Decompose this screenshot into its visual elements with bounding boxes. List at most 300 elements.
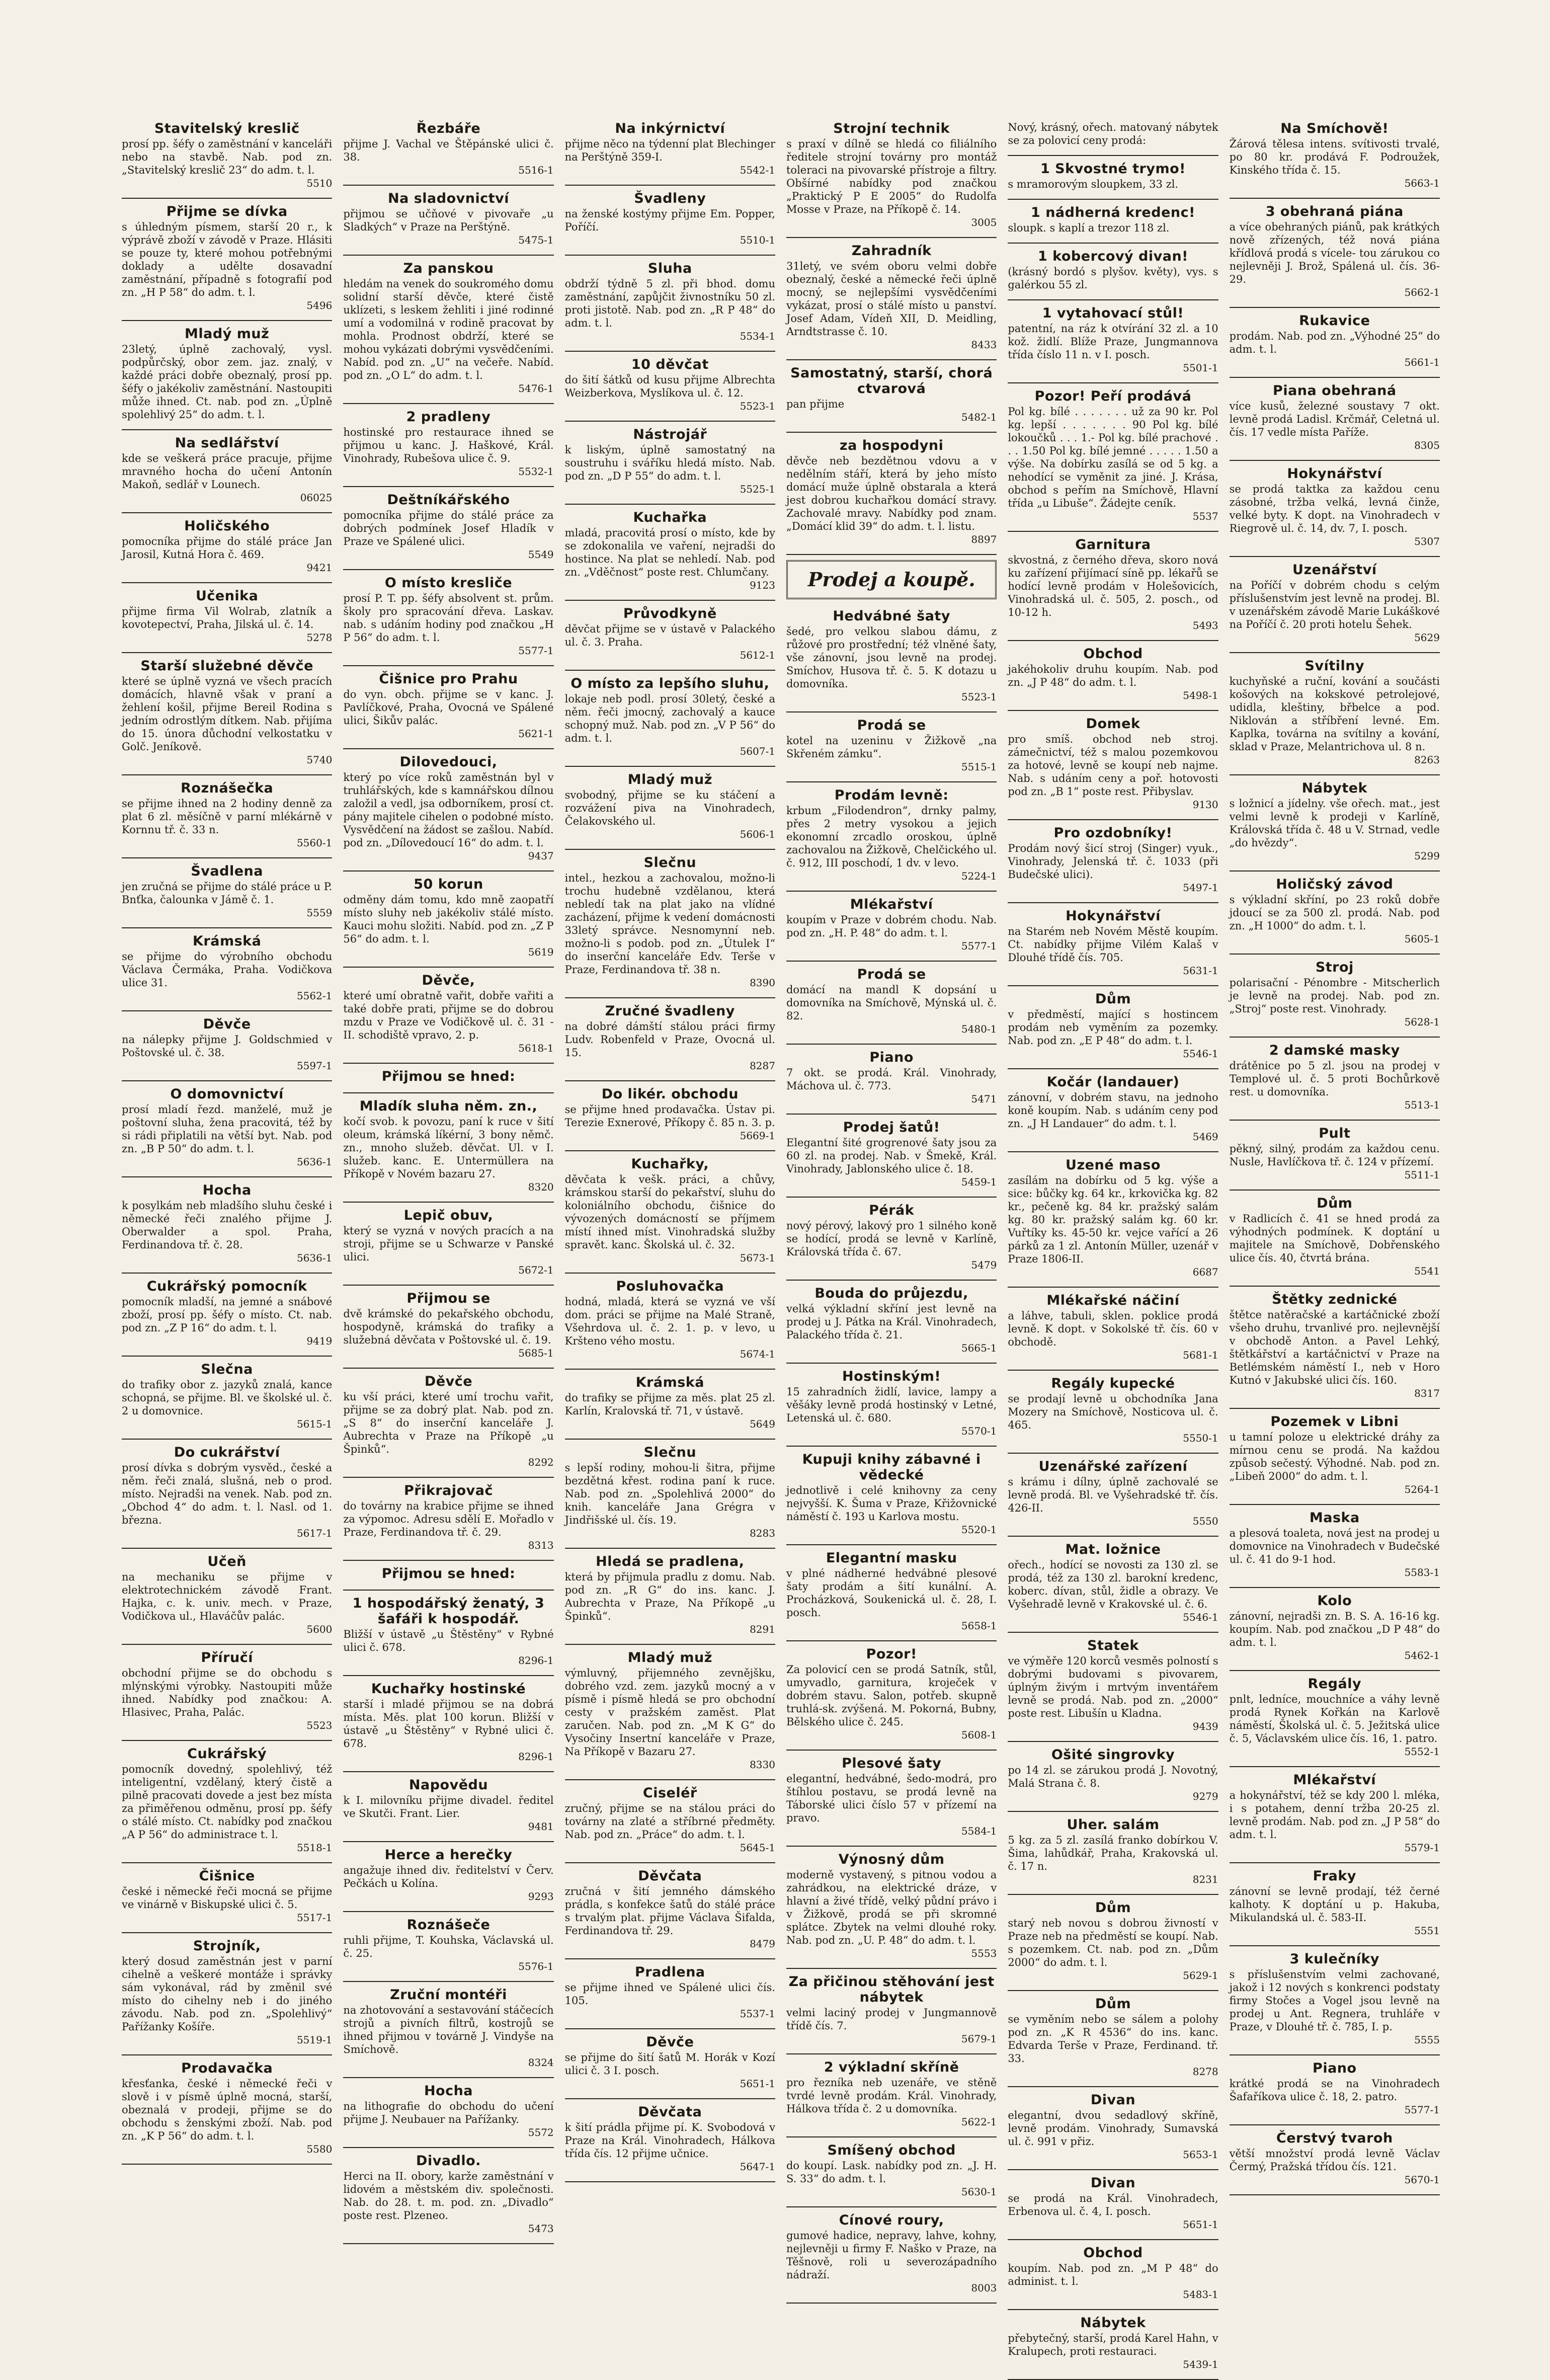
classified-ad — [786, 1203, 997, 1272]
ad-body: sloupk. s kaplí a trezor 118 zl. — [1008, 222, 1170, 234]
ad-body: k liským, úplně samostatný na soustruhu i sváříku hledá místo. Nab. pod zn. „D P 55“ do adm. t. l. — [564, 444, 775, 482]
ad-code: 5542-1 — [740, 164, 775, 176]
classified-ad — [565, 1554, 775, 1636]
ad-divider — [122, 582, 332, 583]
ad-body: jen zručná se přijme do stálé práce u P. Bnťka, čalounka v Jámě č. 1. — [122, 881, 333, 906]
ad-code: 06025 — [300, 492, 333, 504]
ad-body: pomocník mladší, na jemné a snábové zboží, prosí pp. šéfy o místo. Ct. nab. pod zn. „Z P 16“ do adm. t. l. — [122, 1296, 333, 1334]
ad-divider — [565, 1862, 775, 1863]
ad-code: 5483-1 — [1183, 2288, 1218, 2300]
ad-code: 5518-1 — [296, 1842, 333, 1854]
ad-title: O domovnictví — [170, 1086, 284, 1102]
ad-code: 9130 — [1192, 799, 1218, 811]
ad-code: 9481 — [528, 1820, 554, 1833]
ad-body: v předměstí, mající s hostincem prodám neb vyměním za pozemky. Nab. pod zn. „E P 48“ do adm. t. l. — [1008, 1008, 1218, 1047]
ad-divider — [1008, 985, 1218, 986]
ad-code: 5553 — [971, 1947, 997, 1959]
ad-body: s mramorovým sloupkem, 33 zl. — [1008, 178, 1179, 190]
ad-code: 5619 — [528, 946, 554, 958]
ad-body: štětce natěračské a kartáčnické zboží všeho druhu, trvanlivé pro. nejlevnější v obchodě Anton. a Pavel Lehký, štětkářství a kartáčnictví v Praze na Betlémském náměstí I., neb v Horo Kutnó v Jakubské ulici čís. 160. — [1229, 1309, 1440, 1386]
classified-ad — [565, 261, 775, 343]
ad-body: děvče neb bezdětnou vdovu a v nedělním stáří, která by jeho místo domácí muže úplně obstarala a která jest dobrou kuchařkou domácí stravy. Zachovalé mravy. Nabídky pod znam. „Domácí klid 39“ do adm. t. l. listu. — [786, 455, 997, 532]
ad-divider — [786, 1846, 997, 1847]
ad-title: Přikrajovač — [404, 1483, 493, 1498]
ad-divider — [786, 432, 997, 433]
ad-divider — [122, 2164, 332, 2165]
ad-divider — [1008, 1741, 1218, 1742]
ad-code: 5501-1 — [1183, 362, 1218, 374]
ad-divider — [565, 1369, 775, 1370]
ad-title: Fraky — [1313, 1868, 1356, 1884]
ad-divider — [122, 1740, 332, 1741]
ad-body: hledám na venek do soukromého domu solidní starší děvče, které čistě uklízeti, s leskem žehliti i jiné rodinné umí a vodomilná v rodině pracovat by mohla. Prodnost obdrží, které se mohou vykázati dobrými vysvědčeními. Nabíd. pod zn. „U“ na večeře. Nabíd. pod zn. „O L“ do adm. t. l. — [343, 278, 554, 381]
ad-body: dvě krámské do pekařského obchodu, hospodyně, krámská do trafiky a služebná děvčata v Poštovské ul. č. 19. — [343, 1308, 554, 1346]
ad-title: Kuchařky, — [631, 1156, 709, 1172]
ad-code: 5628-1 — [1404, 1016, 1440, 1028]
ad-body: pro řezníka neb uzenáře, ve stěně tvrdé levně prodám. Král. Vinohrady, Hálkova třída č. 2 u domovníka. — [786, 2077, 997, 2115]
ad-divider — [565, 185, 775, 186]
classified-columns — [122, 121, 1440, 2370]
ad-title: Cínové roury, — [839, 2212, 944, 2228]
ad-divider — [786, 1544, 997, 1545]
ad-title: Mladý muž — [627, 1650, 712, 1665]
classified-ad — [565, 1003, 775, 1072]
ad-title: Dům — [1095, 1996, 1131, 2012]
ad-code: 8897 — [971, 533, 997, 545]
ad-divider — [1230, 1766, 1440, 1767]
classified-ad — [786, 243, 997, 351]
ad-body: zasílám na dobírku od 5 kg. výše a sice: bůčky kg. 64 kr., krkovička kg. 82 kr., pečeně kg. 84 kr. pražský salám kg. 80 kr. pražský salám kg. 60 kr. Vuřtíky ks. 45-50 kr. vejce vařící a 26 párků za 1 zl. Antonín Müller, uzenář v Praze 1806-II. — [1008, 1174, 1218, 1265]
ad-divider — [122, 1439, 332, 1440]
ad-divider — [565, 849, 775, 850]
ad-divider — [343, 486, 553, 487]
ad-divider — [343, 1202, 553, 1203]
ad-divider — [786, 1968, 997, 1969]
ad-code: 5583-1 — [1404, 1566, 1440, 1578]
ad-title: Pozemek v Libni — [1270, 1414, 1399, 1430]
ad-body: pěkný, silný, prodám za každou cenu. Nusle, Havlíčkova tř. č. 124 v přízemí. — [1229, 1143, 1440, 1168]
ad-title: Divan — [1090, 2175, 1136, 2191]
ad-body: Prodám nový šicí stroj (Singer) vyuk., Vinohrady, Jelenská tř. č. 1033 (při Budečské ulici). — [1008, 842, 1218, 881]
classified-ad — [343, 1069, 553, 1084]
column-2 — [343, 121, 554, 2235]
classified-ad — [1230, 1510, 1440, 1579]
ad-title: Nábytek — [1080, 2315, 1146, 2331]
ad-divider — [1230, 774, 1440, 775]
ad-title: Učenika — [195, 588, 259, 604]
ad-body: lokaje neb podl. prosí 30letý, české a něm. řeči jmocný, zachovalý a kauce schopný muž. Nab. pod zn. „V P 56“ do adm. t. l. — [564, 693, 775, 744]
ad-divider — [1230, 198, 1440, 199]
ad-body: Pol kg. bílé . . . . . . . už za 90 kr. Pol kg. lepší . . . . . . . 90 Pol kg. bílé lokoučků . . . 1.- Pol kg. bílé prachové . . . 1.50 Pol kg. bílé jemné . . . . . 1.50 a výše. Na dobírku zasílá se od 5 kg. a nehodící se vyměnit za jiné. J. Krása, obchod s peřím na Smíchově, Hlavní třída „u Libuše“. Žádejte ceník. — [1008, 406, 1218, 509]
ad-code: 9421 — [306, 562, 333, 574]
ad-title: Hokynářství — [1287, 466, 1382, 482]
section-heading-box: Prodej a koupě. — [786, 560, 997, 599]
ad-body: se přijme ihned na 2 hodiny denně za plat 6 zl. měsíčně v parní mlékárně v Kornnu tř. č. 33 n. — [122, 798, 333, 836]
ad-body: prosí mladí řezd. manželé, muž je poštovní sluha, žena pracovitá, též by si rádi připlatili na větší byt. Nab. pod zn. „B P 50“ do adm. t. l. — [122, 1103, 333, 1155]
classified-ad — [1230, 1414, 1440, 1496]
ad-divider — [122, 198, 332, 199]
classified-ad — [1008, 1376, 1218, 1445]
ad-code: 6687 — [1192, 1266, 1218, 1278]
ad-code: 5645-1 — [740, 1842, 775, 1854]
ad-title: Piano — [1313, 2060, 1357, 2076]
ad-body: po 14 zl. se zárukou prodá J. Novotný, Malá Strana č. 8. — [1008, 1764, 1218, 1789]
ad-title: Dům — [1095, 991, 1131, 1007]
ad-body: která by přijmula pradlu z domu. Nab. pod zn. „R G“ do ins. kanc. J. Aubrechta v Praze, Na Příkopě „u Špinků“. — [564, 1571, 775, 1622]
classified-ad — [122, 435, 332, 504]
ad-body: ve výměře 120 korců vesměs polností s dobrými budovami s pivovarem, úplným živým i mrtvým inventářem levně se prodá. Nab. pod zn. „2000“ poste rest. Libušín u Kladna. — [1008, 1655, 1218, 1719]
ad-code: 5516-1 — [518, 164, 554, 176]
classified-ad — [1008, 1293, 1218, 1362]
ad-title: Piano — [869, 1050, 914, 1065]
ad-code: 5515-1 — [961, 761, 997, 773]
ad-title: Na Smíchově! — [1280, 121, 1389, 136]
ad-title: Prodavačka — [181, 2060, 273, 2076]
ad-divider — [1008, 1811, 1218, 1812]
ad-divider — [1230, 1862, 1440, 1863]
ad-title: Za panskou — [403, 261, 494, 276]
ad-divider — [343, 1590, 553, 1591]
ad-title: Bouda do průjezdu, — [814, 1286, 968, 1301]
ad-title: Krámská — [192, 933, 262, 949]
ad-title: O místo za lepšího sluhu, — [570, 676, 770, 691]
ad-body: se prodá taktka za každou cenu zásobné, tržba velká, levná činže, velké byty. K dopt. na Vinohradech v Riegrově ul. č. 14, dv. 7, I. posch. — [1229, 483, 1440, 534]
ad-code: 8278 — [1192, 2066, 1218, 2078]
ad-divider — [343, 1092, 553, 1093]
ad-divider — [122, 1080, 332, 1081]
classified-ad — [122, 1554, 332, 1636]
ad-body: do šití šátků od kusu přijme Albrechta Weizberkova, Myslíkova ul. č. 12. — [564, 374, 775, 399]
ad-divider — [1230, 2124, 1440, 2125]
ad-divider — [786, 2303, 997, 2304]
classified-ad — [122, 326, 332, 421]
classified-ad — [1008, 646, 1218, 702]
classified-ad — [1230, 1951, 1440, 2046]
ad-title: Na sedlářství — [175, 435, 279, 451]
ad-divider — [343, 2147, 553, 2148]
ad-title: Mlékařství — [850, 897, 933, 912]
ad-title: Zahradník — [851, 243, 932, 259]
ad-divider — [1230, 1587, 1440, 1588]
ad-body: hodná, mladá, která se vyzná ve vší dom. práci se přijme na Malé Straně, Všehrdova ul. č. 2. 1. p. v levo, u Kršteno vého mostu. — [564, 1296, 775, 1347]
ad-divider — [1230, 1120, 1440, 1121]
classified-ad — [1230, 1292, 1440, 1400]
ad-title: Garnitura — [1075, 537, 1151, 552]
ad-body: Za polovicí cen se prodá Satník, stůl, umyvadlo, garnitura, kroječek v dobrém stavu. Salon, potřeb. skupně truhlá-sk. zvýšená. M. Pokorná, Bubny, Bělského ulice č. 245. — [786, 1663, 997, 1728]
ad-divider — [1230, 307, 1440, 308]
classified-ad — [343, 261, 553, 395]
ad-body: mladá, pracovitá prosí o místo, kde by se zdokonalila ve vaření, nejradši do hostince. Na plat se nehledí. Nab. pod zn. „Vděčnost“ poste rest. Chlumčany. — [564, 527, 775, 578]
ad-code: 5482-1 — [961, 411, 997, 423]
ad-title: Děvče — [424, 1374, 473, 1389]
ad-code: 5740 — [306, 754, 333, 766]
ad-divider — [1008, 819, 1218, 820]
ad-code: 5672-1 — [518, 1264, 554, 1276]
ad-title: Čišnice — [199, 1868, 255, 1884]
ad-title: Do likér. obchodu — [601, 1086, 739, 1102]
ad-title: Do cukrářství — [174, 1445, 280, 1460]
ad-code: 5670-1 — [1404, 2174, 1440, 2186]
classified-ad — [565, 1964, 775, 2020]
classified-ad — [1008, 2175, 1218, 2231]
ad-code: 5534-1 — [740, 330, 775, 342]
ad-divider — [565, 1150, 775, 1151]
classified-ad — [565, 121, 775, 177]
classified-ad — [1230, 2060, 1440, 2116]
ad-body: na Starém neb Novém Městě koupím. Ct. nabídky přijme Vilém Kalaš v Dlouhé třídě čís. 705. — [1008, 925, 1218, 964]
ad-title: Děvčata — [638, 2104, 702, 2120]
ad-title: 2 pradleny — [406, 409, 491, 425]
ad-title: Hokynářství — [1066, 908, 1161, 924]
ad-divider — [565, 2098, 775, 2099]
ad-body: pomocník dovedný, spolehlivý, též inteligentní, vzdělaný, který čistě a pilně pracovati dovede a jest bez místa za přiměřenou odměnu, prosí pp. šéfy o stálé místo. Ct. nabídky pod značkou „A P 56“ do administrace t. l. — [122, 1763, 333, 1841]
ad-code: 5523-1 — [740, 400, 775, 412]
classified-ad — [1008, 908, 1218, 977]
ad-divider — [1008, 2169, 1218, 2170]
classified-ad — [343, 575, 553, 657]
ad-title: Prodá se — [857, 967, 926, 982]
ad-divider — [786, 1363, 997, 1364]
classified-ad — [565, 427, 775, 496]
ad-divider — [786, 1750, 997, 1751]
ad-divider — [1008, 1068, 1218, 1069]
ad-code: 5550-1 — [1183, 1432, 1218, 1444]
ad-body: kočí svob. k povozu, paní k ruce v šití oleum, krámská líkérní, 3 bony němč. zn., mnoho služeb. děvčat. Ul. v I. služeb. kanc. E. Untermüllera na Příkopě v Novém bazaru 27. — [343, 1116, 554, 1180]
ad-body: drátěnice po 5 zl. jsou na prodej v Templové ul. č. 5 proti Bochůrkově rest. u domovníka. — [1229, 1060, 1440, 1098]
ad-code: 9293 — [528, 1890, 554, 1902]
ad-body: k šití prádla přijme pí. K. Svobodová v Praze na Král. Vinohradech, Hálkova třída čís. 12 přijme učnice. — [564, 2121, 775, 2160]
ad-code: 5552-1 — [1404, 1746, 1440, 1758]
ad-title: 3 obehraná piána — [1265, 204, 1404, 219]
ad-divider — [1230, 1037, 1440, 1038]
ad-body: s lepší rodiny, mohou-li šitra, přijme bezdětná křest. rodina paní k ruce. Nab. pod zn. „Spolehlivá 2000“ do knih. kanceláře Jana Grégra v Jindřišské ul. čís. 19. — [564, 1462, 775, 1526]
ad-title: Sluha — [647, 261, 692, 276]
ad-code: 5519-1 — [296, 2034, 333, 2046]
column-4 — [786, 121, 997, 2294]
classified-ad — [786, 1756, 997, 1838]
ad-code: 5661-1 — [1404, 356, 1440, 368]
ad-body: zánovní, nejradši zn. B. S. A. 16-16 kg. koupím. Nab. pod značkou „D P 48“ do adm. t. l. — [1229, 1610, 1440, 1648]
ad-divider — [565, 351, 775, 352]
classified-ad — [343, 1291, 553, 1360]
ad-body: do továrny na krabice přijme se ihned za výpomoc. Adresu sdělí E. Mořadlo v Praze, Ferdinandova tř. č. 29. — [343, 1500, 554, 1538]
ad-body: které se úplně vyzná ve všech pracích domácích, hlavně však v praní a žehlení košil, přijme Bereil Rodina s jedním odrostlým dítkem. Nab. přijíma do 15. února důchodní velkostatku v Golč. Jeníkově. — [122, 675, 333, 753]
ad-title: Kuchařky hostinské — [371, 1681, 526, 1697]
ad-divider — [122, 857, 332, 858]
ad-title: Uzenářství — [1292, 562, 1377, 578]
classified-ad — [786, 608, 997, 703]
ad-divider — [786, 2053, 997, 2054]
ad-title: Roznášeče — [406, 1917, 491, 1933]
ad-code: 5497-1 — [1183, 882, 1218, 894]
ad-title: Krámská — [635, 1375, 704, 1390]
ad-code: 5579-1 — [1404, 1842, 1440, 1854]
ad-divider — [343, 1285, 553, 1286]
classified-ad — [343, 671, 553, 740]
ad-title: Prodá se — [857, 718, 926, 733]
ad-body: s úhledným písmem, starší 20 r., k výprávě zboží v závodě v Praze. Hlásiti se pouze ty, které mohou potřebnými doklady a udělte dosavadní zaměstnání, případně s fotografií pod zn. „H P 58“ do adm. t. l. — [122, 221, 333, 298]
ad-body: polarisační - Pénombre - Mitscherlich je levně na prodej. Nab. pod zn. „Stroj“ poste rest. Vinohrady. — [1229, 977, 1440, 1015]
ad-divider — [122, 927, 332, 928]
ad-divider — [1230, 2194, 1440, 2195]
ad-title: Prodej šatů! — [843, 1120, 940, 1135]
ad-title: Posluhovačka — [616, 1279, 724, 1294]
ad-divider — [565, 1548, 775, 1549]
ad-body: děvčata k vešk. práci, a chůvy, krámskou starší do pekařství, sluhu do koloniálního obchodu, čišnice do vývozených domácností se příjmem místí ihned míst. Vinohradská služby spravět. kanc. Školská ul. č. 32. — [564, 1173, 775, 1251]
ad-title: Regály kupecké — [1051, 1376, 1175, 1391]
classified-ad — [1008, 537, 1218, 632]
ad-divider — [1008, 382, 1218, 383]
ad-code: 5511-1 — [1404, 1169, 1440, 1181]
ad-title: Ciseléř — [642, 1785, 697, 1801]
ad-code: 5669-1 — [740, 1130, 775, 1142]
ad-title: Piana obehraná — [1273, 383, 1397, 399]
classified-ad — [786, 2212, 997, 2294]
ad-code: 8317 — [1414, 1387, 1440, 1399]
ad-body: velmi laciný prodej v Jungmannově třídě čís. 7. — [786, 2007, 997, 2032]
ad-title: Pro ozdobníky! — [1053, 825, 1173, 841]
ad-divider — [343, 185, 553, 186]
ad-code: 5674-1 — [740, 1348, 775, 1360]
ad-body: starý neb novou s dobrou živností v Praze neb na předměstí se koupí. Nab. s pozemkem. Ct. nab. pod zn. „Dům 2000“ do adm. t. l. — [1008, 1917, 1218, 1968]
ad-title: Mladík sluha něm. zn., — [359, 1098, 538, 1114]
ad-title: Za přičinou stěhování jest nábytek — [788, 1974, 995, 2005]
ad-divider — [122, 1932, 332, 1933]
ad-divider — [565, 600, 775, 601]
ad-code: 5480-1 — [961, 1023, 997, 1035]
ad-divider — [343, 1063, 553, 1064]
ad-code: 8313 — [528, 1539, 554, 1551]
ad-code: 5439-1 — [1183, 2358, 1218, 2370]
ad-code: 5658-1 — [961, 1620, 997, 1632]
ad-title: Dilovedouci, — [399, 754, 498, 770]
classified-ad — [786, 897, 997, 953]
classified-ad — [1008, 991, 1218, 1060]
ad-body: které umí obratně vařit, dobře vařiti a také dobře prati, přijme se do dobrou mzdu v Praze ve Vodičkově ul. č. 31 - II. schodiště vpravo, 2. p. — [343, 990, 554, 1041]
ad-divider — [786, 237, 997, 238]
classified-ad — [122, 588, 332, 644]
classified-ad — [786, 1550, 997, 1632]
ad-title: Stroj — [1315, 960, 1354, 975]
ad-title: Na sladovnictví — [388, 191, 509, 206]
ad-title: Švadleny — [634, 191, 706, 206]
ad-body: české i německé řeči mocná se přijme ve vinárně v Biskupské ulici č. 5. — [122, 1885, 333, 1911]
ad-body: a láhve, tabuli, sklen. poklice prodá levně. K dopt. v Sokolské tř. čís. 60 v obchodě. — [1008, 1310, 1218, 1348]
ad-body: se přijme do šití šatů M. Horák v Kozí ulici č. 3 I. posch. — [564, 2051, 775, 2077]
classified-ad — [1230, 1676, 1440, 1758]
ad-divider — [343, 2077, 553, 2078]
ad-code: 5673-1 — [740, 1252, 775, 1264]
ad-divider — [1008, 531, 1218, 532]
ad-divider — [1008, 902, 1218, 903]
classified-ad — [786, 1852, 997, 1960]
classified-ad — [786, 1050, 997, 1105]
ad-code: 5525-1 — [740, 483, 775, 495]
ad-title: Svítilny — [1304, 658, 1365, 674]
classified-ad — [565, 1445, 775, 1540]
ad-code: 9419 — [306, 1335, 333, 1347]
ad-code: 5513-1 — [1404, 1099, 1440, 1111]
ad-body: hostinské pro restaurace ihned se přijmou u kanc. J. Haškové, Král. Vinohrady, Rubešova ulice č. 9. — [343, 426, 554, 464]
ad-divider — [343, 1911, 553, 1912]
classified-ad — [122, 121, 332, 190]
ad-code: 5224-1 — [961, 870, 997, 882]
classified-ad — [1230, 1772, 1440, 1854]
classified-ad — [565, 1650, 775, 1771]
ad-body: který se vyzná v nových pracích a na stroji, přijme se u Schwarze v Panské ulici. — [343, 1225, 554, 1263]
ad-divider — [1230, 460, 1440, 461]
ad-title: Slečnu — [643, 1445, 697, 1460]
classified-ad — [122, 1868, 332, 1924]
classified-ad — [1008, 2315, 1218, 2371]
ad-code: 5577-1 — [961, 940, 997, 952]
ad-body: více kusů, železné soustavy 7 okt. levně prodá Ladisl. Krčmář, Celetná ul. čís. 17 vedle místa Paříže. — [1229, 400, 1440, 438]
ad-body: který dosud zaměstnán jest v parní cihelně a veškeré montáže i správky sám vykonával, rád by změnil své místo do cihelny neb i do jiného závodu. Nab. pod zn. „Spolehlivý“ Pařížanky Košíře. — [122, 1955, 333, 2033]
classified-ad — [122, 1650, 332, 1732]
ad-title: 1 Skvostné trymo! — [1040, 161, 1186, 177]
classified-ad — [1230, 1126, 1440, 1181]
ad-code: 5629 — [1414, 631, 1440, 644]
ad-divider — [122, 1176, 332, 1177]
ad-title: Slečna — [201, 1362, 253, 1377]
classified-ad — [565, 2104, 775, 2173]
classified-ad — [122, 1746, 332, 1854]
classified-ad — [1008, 1542, 1218, 1624]
ad-title: Řezbáře — [416, 121, 481, 136]
ad-body: koupím v Praze v dobrém chodu. Nab. pod zn. „H. P. 48“ do adm. t. l. — [786, 914, 997, 939]
ad-title: Regály — [1308, 1676, 1362, 1692]
ad-body: výmluvný, přijemného zevnějšku, dobrého vzd. zem. jazyků mocný a v písmě i písmě hledá se pro obchodní cesty v pražském zaměst. Plat zaručen. Nab. pod zn. „M K G“ do Vysočiny Insertní kanceláře v Praze, Na Příkopě v Bazaru 27. — [564, 1667, 775, 1758]
ad-title: Prodám levně: — [834, 787, 949, 803]
ad-title: Nástrojář — [633, 427, 707, 442]
ad-code: 5621-1 — [518, 728, 554, 740]
ad-body: prosí dívka s dobrým vysvěd., české a něm. řeči znalá, slušná, neb o prod. místo. Nejradši na venek. Nab. pod zn. „Obchod 4“ do adm. t. l. Nasl. od 1. března. — [122, 1462, 333, 1526]
ad-title: Mat. ložnice — [1065, 1542, 1161, 1557]
ad-title: Výnosný dům — [838, 1852, 945, 1867]
ad-body: zručný, přijme se na stálou práci do továrny na zlaté a stříbrné předměty. Nab. pod zn. „Práce“ do adm. t. l. — [564, 1802, 775, 1841]
ad-title: 50 korun — [414, 877, 483, 892]
ad-code: 8003 — [971, 2282, 997, 2294]
classified-ad — [1230, 204, 1440, 299]
ad-body: ořech., hodící se novosti za 130 zl. se prodá, též za 130 zl. barokní kredenc, koberc. dívan, stůl, židle a obrazy. Ve Vyšehradě levně v Krakovské ul. č. 6. — [1008, 1559, 1218, 1610]
ad-code: 5510-1 — [740, 234, 775, 246]
ad-body: 5 kg. za 5 zl. zasílá franko dobírkou V. Šima, lahůdkář, Praha, Krakovská ul. č. 17 n. — [1008, 1834, 1218, 1872]
classified-ad — [343, 191, 553, 247]
ad-code: 5629-1 — [1183, 1969, 1218, 1981]
classified-ad — [343, 2153, 553, 2235]
classified-ad — [565, 510, 775, 592]
classified-ad — [343, 1566, 553, 1581]
ad-title: Kuchařka — [633, 510, 707, 525]
ad-title: Starší služebné děvče — [140, 658, 313, 674]
classified-ad — [1008, 121, 1218, 147]
ad-body: ruhli přijme, T. Kouhska, Václavská ul. č. 25. — [343, 1934, 554, 1959]
ad-title: Štětky zednické — [1272, 1292, 1398, 1307]
ad-code: 5685-1 — [518, 1347, 554, 1359]
ad-code: 5653-1 — [1183, 2149, 1218, 2161]
ad-divider — [1008, 1894, 1218, 1895]
ad-title: Mladý muž — [627, 772, 712, 787]
ad-title: Deštníkářského — [387, 492, 510, 508]
ad-body: 31letý, ve svém oboru velmi dobře obeznalý, české a německé řeči úplně mocný, se nejlepšími vysvědčeními vykázat, prosí o stálé místo u panství. Josef Adam, Vídeň XII, D. Meidling, Arndtstrasse č. 10. — [786, 260, 997, 338]
classified-ad — [122, 780, 332, 849]
ad-divider — [1230, 1408, 1440, 1409]
classified-ad — [1230, 1868, 1440, 1937]
ad-body: do trafiky obor z. jazyků znalá, kance schopná, se přijme. Bl. ve školské ul. č. 2 u domovnice. — [122, 1379, 333, 1417]
ad-body: se přijme do výrobního obchodu Václava Čermáka, Praha. Vodičkova ulice 31. — [122, 950, 333, 989]
ad-body: kde se veškerá práce pracuje, přijme mravného hocha do učení Antonín Makoň, sedlář v Lounech. — [122, 452, 333, 491]
classified-ad — [1008, 205, 1218, 234]
